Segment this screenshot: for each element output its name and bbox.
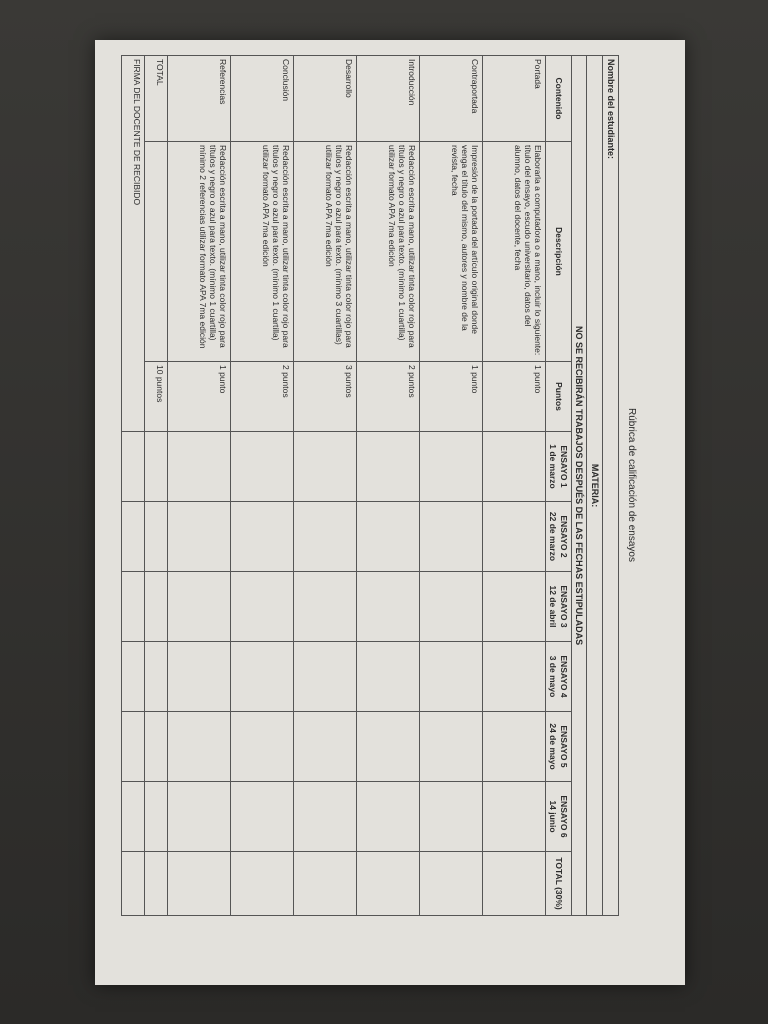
- header-contenido: Contenido: [546, 56, 571, 142]
- signature-label: FIRMA DEL DOCENTE DE RECIBIDO: [122, 56, 145, 432]
- rubric-document: [117, 55, 637, 915]
- score-cell: [168, 572, 231, 642]
- header-descripcion: Descripción: [546, 142, 571, 362]
- row-puntos: 1 punto: [483, 362, 546, 432]
- total-cell: [231, 852, 294, 916]
- score-cell: [357, 642, 420, 712]
- score-cell: [145, 432, 168, 502]
- score-cell: [294, 572, 357, 642]
- table-row: [294, 56, 357, 916]
- essay-3-name: ENSAYO 3: [558, 585, 569, 628]
- row-contenido: Referencias: [168, 56, 231, 142]
- table-row: [357, 56, 420, 916]
- header-essay-6: [546, 782, 571, 852]
- student-name-cell: [603, 56, 619, 916]
- score-cell: [294, 432, 357, 502]
- score-cell: [168, 642, 231, 712]
- row-puntos: 2 puntos: [357, 362, 420, 432]
- score-cell: [357, 572, 420, 642]
- score-cell: [357, 502, 420, 572]
- score-cell: [420, 642, 483, 712]
- score-cell: [145, 572, 168, 642]
- total-cell: [357, 852, 420, 916]
- row-descripcion: Redacción escrita a mano, utilizar tinta color rojo para títulos y negro o azul para texto. (mínimo 1 cuartilla) mínimo 2 referencias utilizar formato APA 7ma edición: [168, 142, 231, 362]
- essay-4-name: ENSAYO 4: [558, 655, 569, 698]
- score-cell: [483, 782, 546, 852]
- score-cell: [294, 782, 357, 852]
- row-descripcion: Impresión de la portada del artículo original donde venga el título del mismo, autores y nombre de la revista, fecha: [420, 142, 483, 362]
- score-cell: [483, 572, 546, 642]
- score-cell: [231, 782, 294, 852]
- essay-1-name: ENSAYO 1: [558, 445, 569, 488]
- score-cell: [357, 782, 420, 852]
- row-contenido: Introducción: [357, 56, 420, 142]
- essay-1-date: 1 de marzo: [548, 444, 559, 489]
- essay-2-date: 22 de marzo: [548, 511, 559, 562]
- header-puntos: Puntos: [546, 362, 571, 432]
- score-cell: [168, 712, 231, 782]
- table-row: [168, 56, 231, 916]
- total-descripcion: [145, 142, 168, 362]
- score-cell: [145, 782, 168, 852]
- total-row: [145, 56, 168, 916]
- score-cell: [420, 782, 483, 852]
- essay-5-date: 24 de mayo: [548, 723, 559, 770]
- total-cell: [145, 852, 168, 916]
- subject-cell: [587, 56, 603, 916]
- row-contenido: Portada: [483, 56, 546, 142]
- score-cell: [145, 502, 168, 572]
- row-contenido: Desarrollo: [294, 56, 357, 142]
- row-descripcion: Redacción escrita a mano, utilizar tinta color rojo para títulos y negro o azul para texto. (mínimo 1 cuartilla) utilizar formato APA 7ma edición: [231, 142, 294, 362]
- signature-cell: [122, 642, 145, 712]
- table-row: [420, 56, 483, 916]
- row-puntos: 1 punto: [168, 362, 231, 432]
- score-cell: [483, 642, 546, 712]
- header-total: TOTAL (30%): [546, 852, 571, 916]
- row-contenido: Contraportada: [420, 56, 483, 142]
- header-essay-4: [546, 642, 571, 712]
- subject-label: MATERIA:: [590, 463, 601, 508]
- student-name-label: Nombre del estudiante:: [606, 59, 616, 160]
- score-cell: [420, 572, 483, 642]
- score-cell: [231, 502, 294, 572]
- score-cell: [168, 502, 231, 572]
- essay-4-date: 3 de mayo: [548, 655, 559, 698]
- signature-cell: [122, 782, 145, 852]
- score-cell: [483, 432, 546, 502]
- total-cell: [294, 852, 357, 916]
- score-cell: [420, 432, 483, 502]
- rubric-table: [121, 55, 619, 916]
- row-puntos: 2 puntos: [231, 362, 294, 432]
- total-puntos: 10 puntos: [145, 362, 168, 432]
- score-cell: [231, 572, 294, 642]
- score-cell: [420, 502, 483, 572]
- row-puntos: 1 punto: [420, 362, 483, 432]
- signature-cell: [122, 852, 145, 916]
- score-cell: [294, 712, 357, 782]
- score-cell: [294, 502, 357, 572]
- header-essay-2: [546, 502, 571, 572]
- header-essay-5: [546, 712, 571, 782]
- total-cell: [483, 852, 546, 916]
- table-row: [231, 56, 294, 916]
- deadline-notice: NO SE RECIBIRÁN TRABAJOS DESPUÉS DE LAS FECHAS ESTIPULADAS: [574, 326, 585, 646]
- score-cell: [357, 712, 420, 782]
- total-label: TOTAL: [145, 56, 168, 142]
- score-cell: [231, 642, 294, 712]
- essay-5-name: ENSAYO 5: [558, 725, 569, 768]
- score-cell: [483, 712, 546, 782]
- notice-cell: [571, 56, 587, 916]
- score-cell: [294, 642, 357, 712]
- total-cell: [420, 852, 483, 916]
- score-cell: [357, 432, 420, 502]
- header-essay-3: [546, 572, 571, 642]
- score-cell: [483, 502, 546, 572]
- essay-6-date: 14 junio: [548, 800, 559, 833]
- essay-6-name: ENSAYO 6: [558, 795, 569, 838]
- row-descripcion: Elaborarla a computadora o a mano, incluir lo siguiente: título del ensayo, escudo universitario, datos del alumno, datos del docente, fecha: [483, 142, 546, 362]
- score-cell: [145, 642, 168, 712]
- row-puntos: 3 puntos: [294, 362, 357, 432]
- score-cell: [231, 712, 294, 782]
- document-title: Rúbrica de calificación de ensayos: [626, 408, 637, 562]
- score-cell: [168, 432, 231, 502]
- score-cell: [145, 712, 168, 782]
- signature-cell: [122, 712, 145, 782]
- row-descripcion: Redacción escrita a mano, utilizar tinta color rojo para títulos y negro o azul para texto. (mínimo 3 cuartillas) utilizar formato APA 7ma edición: [294, 142, 357, 362]
- score-cell: [168, 782, 231, 852]
- essay-3-date: 12 de abril: [548, 585, 559, 628]
- signature-row: [122, 56, 145, 916]
- row-descripcion: Redacción escrita a mano, utilizar tinta color rojo para títulos y negro o azul para texto. (mínimo 1 cuartilla) utilizar formato APA 7ma edición: [357, 142, 420, 362]
- header-essay-1: [546, 432, 571, 502]
- signature-cell: [122, 502, 145, 572]
- signature-cell: [122, 572, 145, 642]
- signature-cell: [122, 432, 145, 502]
- score-cell: [231, 432, 294, 502]
- score-cell: [420, 712, 483, 782]
- essay-2-name: ENSAYO 2: [558, 515, 569, 558]
- row-contenido: Conclusión: [231, 56, 294, 142]
- table-row: [483, 56, 546, 916]
- total-cell: [168, 852, 231, 916]
